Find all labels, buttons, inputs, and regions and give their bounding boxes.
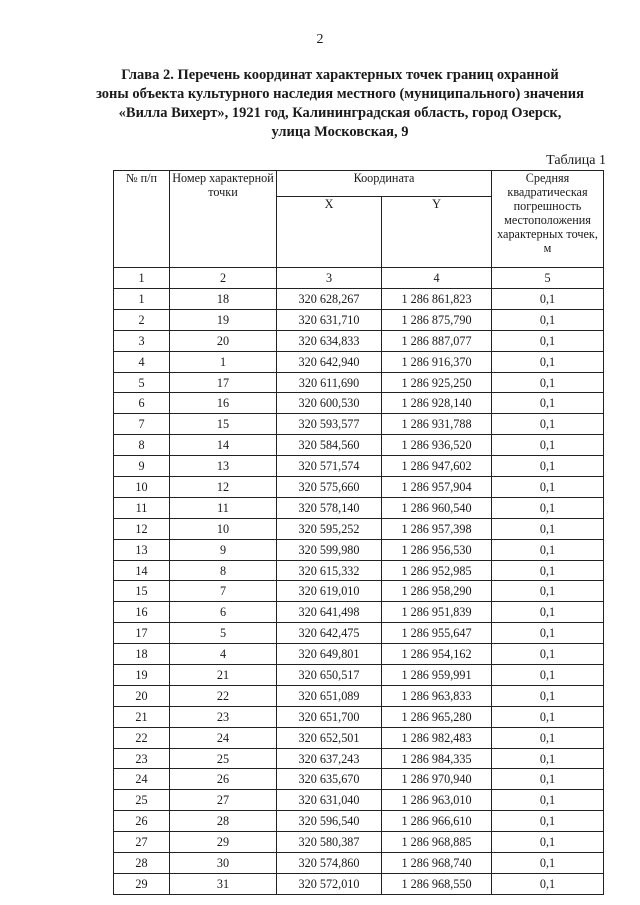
table-row	[114, 727, 604, 748]
table-row	[114, 602, 604, 623]
cell-x: 320 619,010	[277, 581, 382, 602]
column-number-2: 2	[170, 268, 277, 289]
cell-error: 0,1	[492, 727, 604, 748]
cell-y: 1 286 959,991	[382, 665, 492, 686]
cell-point-number: 5	[170, 623, 277, 644]
cell-x: 320 631,040	[277, 790, 382, 811]
cell-x: 320 649,801	[277, 644, 382, 665]
cell-y: 1 286 957,398	[382, 518, 492, 539]
cell-point-number: 15	[170, 414, 277, 435]
column-number-4: 4	[382, 268, 492, 289]
cell-error: 0,1	[492, 309, 604, 330]
cell-point-number: 11	[170, 497, 277, 518]
cell-error: 0,1	[492, 790, 604, 811]
cell-row-number: 22	[114, 727, 170, 748]
cell-point-number: 9	[170, 539, 277, 560]
cell-row-number: 26	[114, 811, 170, 832]
cell-x: 320 642,940	[277, 351, 382, 372]
cell-error: 0,1	[492, 685, 604, 706]
cell-row-number: 3	[114, 330, 170, 351]
cell-x: 320 578,140	[277, 497, 382, 518]
cell-error: 0,1	[492, 644, 604, 665]
cell-x: 320 580,387	[277, 832, 382, 853]
cell-y: 1 286 954,162	[382, 644, 492, 665]
cell-error: 0,1	[492, 414, 604, 435]
cell-point-number: 4	[170, 644, 277, 665]
header-x: X	[277, 197, 382, 268]
cell-row-number: 15	[114, 581, 170, 602]
cell-y: 1 286 936,520	[382, 435, 492, 456]
table-row	[114, 309, 604, 330]
cell-y: 1 286 875,790	[382, 309, 492, 330]
cell-error: 0,1	[492, 372, 604, 393]
cell-point-number: 25	[170, 748, 277, 769]
table-row	[114, 497, 604, 518]
cell-error: 0,1	[492, 518, 604, 539]
cell-point-number: 10	[170, 518, 277, 539]
page-number: 2	[316, 32, 324, 47]
table-row	[114, 435, 604, 456]
cell-row-number: 28	[114, 853, 170, 874]
cell-point-number: 12	[170, 477, 277, 498]
cell-row-number: 5	[114, 372, 170, 393]
cell-x: 320 637,243	[277, 748, 382, 769]
cell-row-number: 11	[114, 497, 170, 518]
cell-x: 320 634,833	[277, 330, 382, 351]
cell-y: 1 286 952,985	[382, 560, 492, 581]
cell-y: 1 286 931,788	[382, 414, 492, 435]
header-error: Средняя квадратическая погрешность местоположения характерных точек, м	[492, 171, 604, 268]
cell-row-number: 25	[114, 790, 170, 811]
table-caption: Таблица 1	[546, 153, 606, 168]
cell-error: 0,1	[492, 811, 604, 832]
cell-row-number: 6	[114, 393, 170, 414]
cell-x: 320 650,517	[277, 665, 382, 686]
cell-y: 1 286 982,483	[382, 727, 492, 748]
table-body	[114, 289, 604, 895]
cell-error: 0,1	[492, 560, 604, 581]
cell-y: 1 286 960,540	[382, 497, 492, 518]
cell-y: 1 286 887,077	[382, 330, 492, 351]
cell-error: 0,1	[492, 456, 604, 477]
cell-x: 320 642,475	[277, 623, 382, 644]
cell-point-number: 1	[170, 351, 277, 372]
cell-row-number: 19	[114, 665, 170, 686]
cell-x: 320 596,540	[277, 811, 382, 832]
cell-point-number: 27	[170, 790, 277, 811]
cell-point-number: 14	[170, 435, 277, 456]
cell-y: 1 286 861,823	[382, 289, 492, 310]
table-row	[114, 769, 604, 790]
cell-x: 320 615,332	[277, 560, 382, 581]
cell-error: 0,1	[492, 497, 604, 518]
cell-error: 0,1	[492, 330, 604, 351]
cell-y: 1 286 958,290	[382, 581, 492, 602]
cell-error: 0,1	[492, 435, 604, 456]
cell-x: 320 600,530	[277, 393, 382, 414]
cell-x: 320 599,980	[277, 539, 382, 560]
cell-error: 0,1	[492, 853, 604, 874]
header-y: Y	[382, 197, 492, 268]
cell-row-number: 24	[114, 769, 170, 790]
cell-x: 320 651,089	[277, 685, 382, 706]
cell-row-number: 9	[114, 456, 170, 477]
cell-row-number: 1	[114, 289, 170, 310]
table-row	[114, 685, 604, 706]
cell-row-number: 29	[114, 873, 170, 894]
cell-point-number: 20	[170, 330, 277, 351]
cell-point-number: 6	[170, 602, 277, 623]
cell-point-number: 26	[170, 769, 277, 790]
cell-y: 1 286 928,140	[382, 393, 492, 414]
cell-row-number: 23	[114, 748, 170, 769]
table-row	[114, 289, 604, 310]
cell-row-number: 4	[114, 351, 170, 372]
cell-x: 320 611,690	[277, 372, 382, 393]
cell-point-number: 22	[170, 685, 277, 706]
cell-point-number: 19	[170, 309, 277, 330]
table-row	[114, 665, 604, 686]
header-point-number: Номер характерной точки	[170, 171, 277, 268]
cell-point-number: 17	[170, 372, 277, 393]
cell-y: 1 286 968,740	[382, 853, 492, 874]
cell-error: 0,1	[492, 832, 604, 853]
table-row	[114, 456, 604, 477]
cell-x: 320 628,267	[277, 289, 382, 310]
cell-row-number: 16	[114, 602, 170, 623]
cell-row-number: 2	[114, 309, 170, 330]
chapter-title	[80, 66, 600, 142]
cell-row-number: 7	[114, 414, 170, 435]
cell-x: 320 593,577	[277, 414, 382, 435]
cell-point-number: 21	[170, 665, 277, 686]
cell-point-number: 31	[170, 873, 277, 894]
chapter-title-line-2: зоны объекта культурного наследия местного (муниципального) значения	[96, 86, 584, 102]
table-row	[114, 351, 604, 372]
cell-y: 1 286 925,250	[382, 372, 492, 393]
table-row	[114, 372, 604, 393]
cell-error: 0,1	[492, 393, 604, 414]
cell-error: 0,1	[492, 289, 604, 310]
cell-row-number: 8	[114, 435, 170, 456]
header-row-number: № п/п	[114, 171, 170, 268]
table-row	[114, 748, 604, 769]
cell-error: 0,1	[492, 769, 604, 790]
cell-error: 0,1	[492, 477, 604, 498]
column-number-3: 3	[277, 268, 382, 289]
cell-x: 320 651,700	[277, 706, 382, 727]
cell-row-number: 13	[114, 539, 170, 560]
cell-point-number: 29	[170, 832, 277, 853]
chapter-title-line-4: улица Московская, 9	[271, 124, 409, 140]
cell-point-number: 24	[170, 727, 277, 748]
cell-y: 1 286 966,610	[382, 811, 492, 832]
table-row	[114, 873, 604, 894]
table-row	[114, 539, 604, 560]
header-coordinate: Координата	[277, 171, 492, 197]
cell-row-number: 21	[114, 706, 170, 727]
table-row	[114, 811, 604, 832]
table-row	[114, 790, 604, 811]
cell-error: 0,1	[492, 351, 604, 372]
cell-point-number: 23	[170, 706, 277, 727]
cell-x: 320 574,860	[277, 853, 382, 874]
cell-y: 1 286 955,647	[382, 623, 492, 644]
cell-x: 320 595,252	[277, 518, 382, 539]
cell-x: 320 631,710	[277, 309, 382, 330]
table-row	[114, 330, 604, 351]
cell-row-number: 14	[114, 560, 170, 581]
cell-row-number: 18	[114, 644, 170, 665]
chapter-title-line-1: Глава 2. Перечень координат характерных точек границ охранной	[121, 67, 559, 83]
table-row	[114, 414, 604, 435]
column-number-1: 1	[114, 268, 170, 289]
cell-y: 1 286 963,010	[382, 790, 492, 811]
cell-point-number: 30	[170, 853, 277, 874]
table-row	[114, 644, 604, 665]
cell-y: 1 286 951,839	[382, 602, 492, 623]
table-row	[114, 393, 604, 414]
cell-x: 320 571,574	[277, 456, 382, 477]
cell-y: 1 286 947,602	[382, 456, 492, 477]
cell-y: 1 286 963,833	[382, 685, 492, 706]
column-number-5: 5	[492, 268, 604, 289]
cell-x: 320 652,501	[277, 727, 382, 748]
chapter-title-line-3: «Вилла Вихерт», 1921 год, Калининградская область, город Озерск,	[118, 105, 562, 121]
cell-error: 0,1	[492, 665, 604, 686]
cell-error: 0,1	[492, 581, 604, 602]
cell-point-number: 18	[170, 289, 277, 310]
cell-x: 320 635,670	[277, 769, 382, 790]
cell-point-number: 7	[170, 581, 277, 602]
cell-row-number: 27	[114, 832, 170, 853]
cell-y: 1 286 965,280	[382, 706, 492, 727]
cell-x: 320 575,660	[277, 477, 382, 498]
cell-y: 1 286 968,885	[382, 832, 492, 853]
cell-x: 320 584,560	[277, 435, 382, 456]
coordinates-table	[113, 170, 604, 895]
cell-error: 0,1	[492, 602, 604, 623]
table-row	[114, 560, 604, 581]
cell-point-number: 13	[170, 456, 277, 477]
cell-row-number: 17	[114, 623, 170, 644]
cell-error: 0,1	[492, 748, 604, 769]
cell-y: 1 286 968,550	[382, 873, 492, 894]
cell-y: 1 286 970,940	[382, 769, 492, 790]
cell-error: 0,1	[492, 539, 604, 560]
cell-error: 0,1	[492, 706, 604, 727]
cell-y: 1 286 956,530	[382, 539, 492, 560]
cell-y: 1 286 957,904	[382, 477, 492, 498]
cell-y: 1 286 984,335	[382, 748, 492, 769]
table-row	[114, 518, 604, 539]
table-row	[114, 832, 604, 853]
table-row	[114, 706, 604, 727]
cell-row-number: 12	[114, 518, 170, 539]
cell-y: 1 286 916,370	[382, 351, 492, 372]
table-row	[114, 623, 604, 644]
cell-x: 320 641,498	[277, 602, 382, 623]
table-row	[114, 853, 604, 874]
cell-error: 0,1	[492, 623, 604, 644]
cell-point-number: 8	[170, 560, 277, 581]
cell-point-number: 16	[170, 393, 277, 414]
table-row	[114, 581, 604, 602]
table-row	[114, 477, 604, 498]
cell-row-number: 10	[114, 477, 170, 498]
cell-row-number: 20	[114, 685, 170, 706]
cell-point-number: 28	[170, 811, 277, 832]
cell-x: 320 572,010	[277, 873, 382, 894]
cell-error: 0,1	[492, 873, 604, 894]
